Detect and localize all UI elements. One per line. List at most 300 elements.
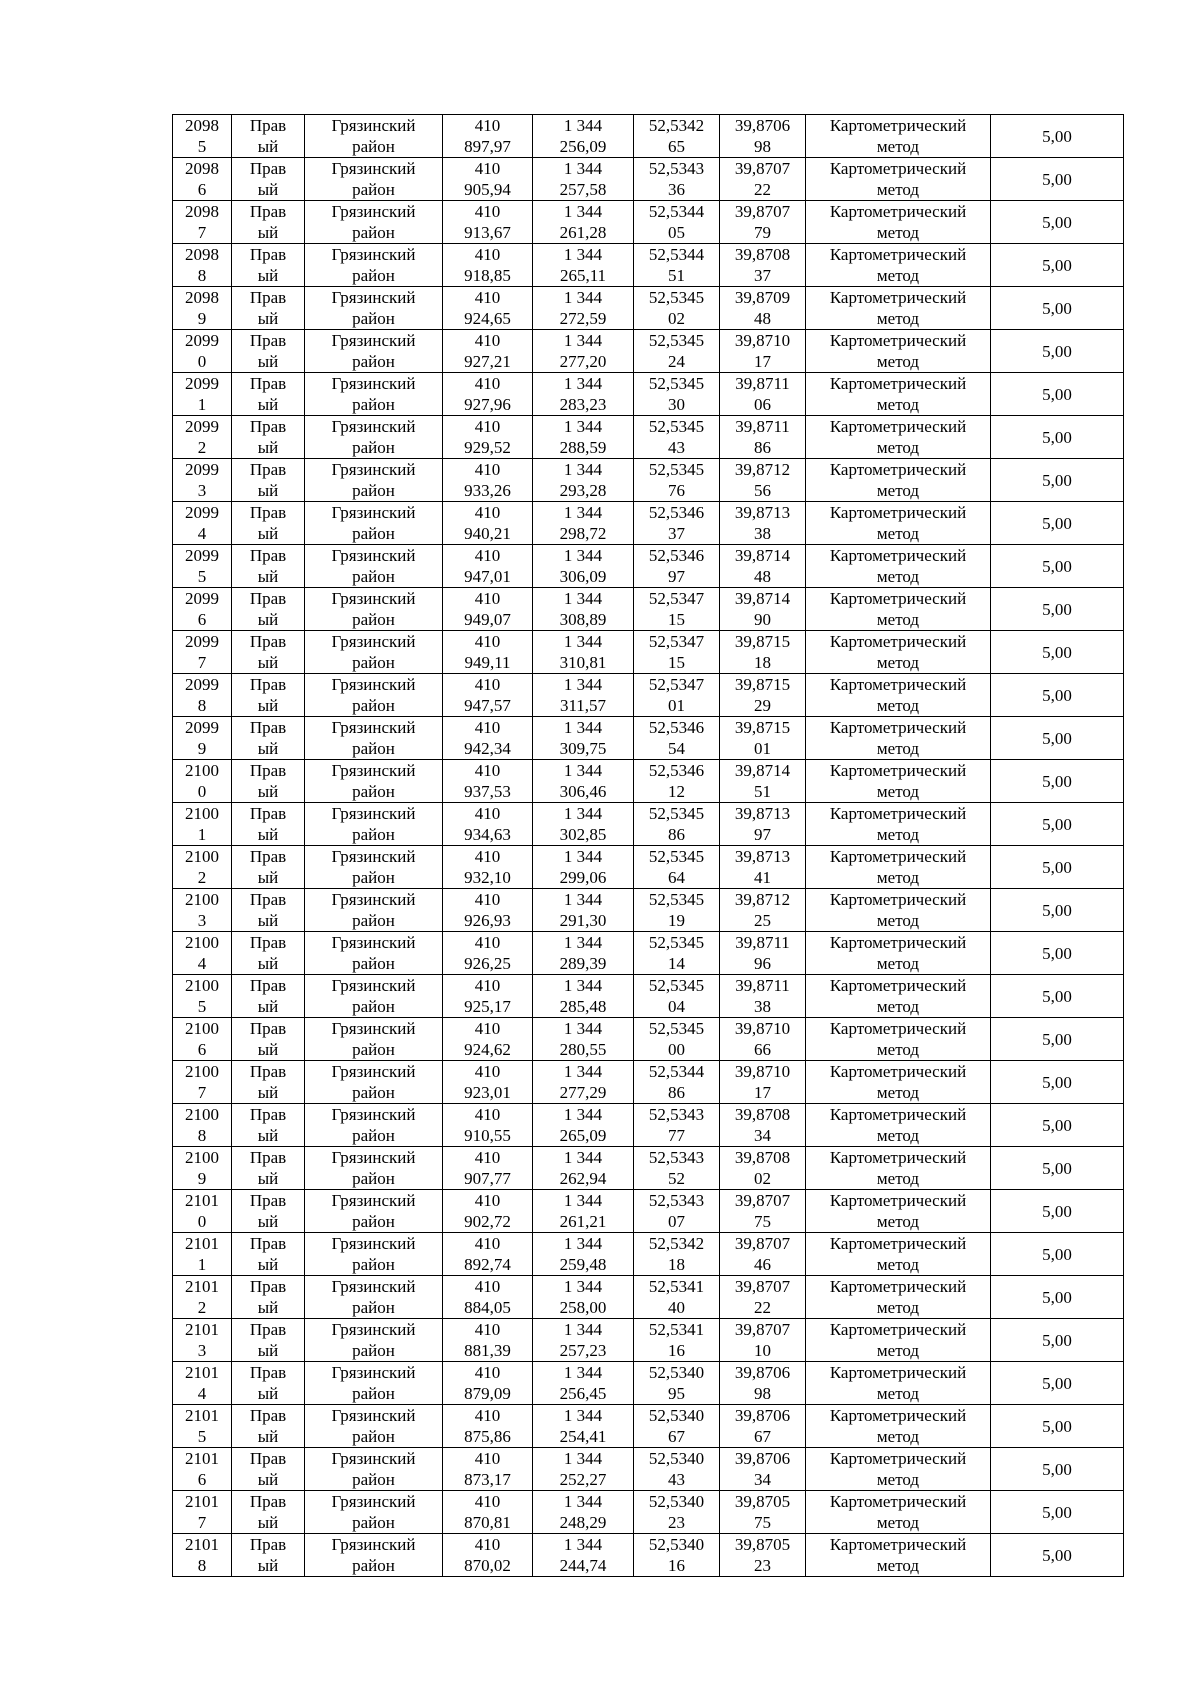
latitude-cell-line: 43 xyxy=(668,1470,685,1489)
y-coordinate-cell-line: 306,46 xyxy=(559,782,607,801)
y-coordinate-cell-line: 306,09 xyxy=(559,567,607,586)
bank-side-cell-line: ый xyxy=(257,911,279,930)
longitude-cell-line: 01 xyxy=(754,739,771,758)
x-coordinate-cell xyxy=(443,717,533,760)
bank-side-cell-line: Прав xyxy=(249,460,287,479)
method-cell xyxy=(806,846,991,889)
x-coordinate-cell-line: 410 xyxy=(474,116,501,135)
bank-side-cell xyxy=(232,803,305,846)
y-coordinate-cell-line: 283,23 xyxy=(559,395,607,414)
latitude-cell-line: 52,5347 xyxy=(648,675,705,694)
accuracy-cell: 5,00 xyxy=(991,545,1124,588)
bank-side-cell-line: ый xyxy=(257,524,279,543)
y-coordinate-cell xyxy=(533,244,634,287)
district-cell-line: Грязинский xyxy=(331,1363,416,1382)
longitude-cell-line: 39,8713 xyxy=(734,503,791,522)
latitude-cell-line: 52,5347 xyxy=(648,589,705,608)
bank-side-cell-line: Прав xyxy=(249,374,287,393)
bank-side-cell-line: ый xyxy=(257,997,279,1016)
x-coordinate-cell xyxy=(443,1147,533,1190)
latitude-cell-line: 52,5344 xyxy=(648,1062,705,1081)
latitude-cell-line: 07 xyxy=(668,1212,685,1231)
bank-side-cell-line: Прав xyxy=(249,804,287,823)
district-cell-line: Грязинский xyxy=(331,1320,416,1339)
bank-side-cell-line: Прав xyxy=(249,417,287,436)
method-cell-line: Картометрический xyxy=(829,632,967,651)
method-cell xyxy=(806,1233,991,1276)
x-coordinate-cell-line: 410 xyxy=(474,1449,501,1468)
latitude-cell-line: 52,5340 xyxy=(648,1449,705,1468)
bank-side-cell xyxy=(232,1276,305,1319)
x-coordinate-cell-line: 940,21 xyxy=(464,524,511,543)
bank-side-cell xyxy=(232,674,305,717)
x-coordinate-cell-line: 410 xyxy=(474,1148,501,1167)
y-coordinate-cell xyxy=(533,717,634,760)
x-coordinate-cell-line: 410 xyxy=(474,1535,501,1554)
latitude-cell-line: 52,5340 xyxy=(648,1535,705,1554)
y-coordinate-cell-line: 285,48 xyxy=(559,997,607,1016)
latitude-cell-line: 52,5342 xyxy=(648,1234,705,1253)
accuracy-cell: 5,00 xyxy=(991,1448,1124,1491)
longitude-cell xyxy=(720,1061,806,1104)
longitude-cell xyxy=(720,1448,806,1491)
x-coordinate-cell-line: 410 xyxy=(474,374,501,393)
x-coordinate-cell xyxy=(443,1534,533,1577)
district-cell-line: район xyxy=(352,1384,395,1403)
method-cell-line: Картометрический xyxy=(829,374,967,393)
bank-side-cell-line: ый xyxy=(257,1556,279,1575)
bank-side-cell-line: ый xyxy=(257,223,279,242)
longitude-cell xyxy=(720,631,806,674)
y-coordinate-cell xyxy=(533,1319,634,1362)
district-cell-line: Грязинский xyxy=(331,116,416,135)
y-coordinate-cell xyxy=(533,459,634,502)
district-cell-line: район xyxy=(352,438,395,457)
y-coordinate-cell-line: 261,21 xyxy=(559,1212,607,1231)
method-cell xyxy=(806,760,991,803)
longitude-cell-line: 48 xyxy=(754,567,771,586)
x-coordinate-cell xyxy=(443,244,533,287)
district-cell-line: Грязинский xyxy=(331,546,416,565)
longitude-cell-line: 39,8714 xyxy=(734,761,791,780)
district-cell-line: район xyxy=(352,567,395,586)
method-cell-line: метод xyxy=(876,438,920,457)
x-coordinate-cell xyxy=(443,1061,533,1104)
point-number-cell-line: 2100 xyxy=(185,1019,219,1038)
method-cell-line: Картометрический xyxy=(829,976,967,995)
method-cell-line: Картометрический xyxy=(829,245,967,264)
x-coordinate-cell xyxy=(443,330,533,373)
bank-side-cell-line: Прав xyxy=(249,1320,287,1339)
method-cell-line: метод xyxy=(876,653,920,672)
longitude-cell xyxy=(720,1405,806,1448)
method-cell-line: Картометрический xyxy=(829,718,967,737)
method-cell-line: Картометрический xyxy=(829,761,967,780)
district-cell-line: Грязинский xyxy=(331,847,416,866)
point-number-cell-line: 2101 xyxy=(185,1320,219,1339)
point-number-cell-line: 4 xyxy=(197,524,207,543)
longitude-cell-line: 56 xyxy=(754,481,771,500)
longitude-cell xyxy=(720,115,806,158)
y-coordinate-cell xyxy=(533,1233,634,1276)
point-number-cell-line: 2098 xyxy=(185,159,219,178)
district-cell xyxy=(305,115,443,158)
x-coordinate-cell xyxy=(443,631,533,674)
y-coordinate-cell xyxy=(533,502,634,545)
longitude-cell-line: 98 xyxy=(754,1384,771,1403)
bank-side-cell xyxy=(232,588,305,631)
method-cell xyxy=(806,330,991,373)
bank-side-cell-line: Прав xyxy=(249,675,287,694)
latitude-cell xyxy=(634,287,720,330)
longitude-cell xyxy=(720,846,806,889)
method-cell-line: Картометрический xyxy=(829,1406,967,1425)
point-number-cell xyxy=(173,760,232,803)
method-cell-line: Картометрический xyxy=(829,460,967,479)
y-coordinate-cell xyxy=(533,545,634,588)
latitude-cell-line: 52,5345 xyxy=(648,288,705,307)
bank-side-cell-line: ый xyxy=(257,1126,279,1145)
y-coordinate-cell-line: 308,89 xyxy=(559,610,607,629)
district-cell xyxy=(305,416,443,459)
bank-side-cell-line: ый xyxy=(257,1083,279,1102)
latitude-cell-line: 95 xyxy=(668,1384,685,1403)
method-cell-line: метод xyxy=(876,1298,920,1317)
table-row xyxy=(173,889,1124,932)
y-coordinate-cell xyxy=(533,1534,634,1577)
latitude-cell xyxy=(634,975,720,1018)
district-cell xyxy=(305,674,443,717)
latitude-cell-line: 05 xyxy=(668,223,685,242)
method-cell-line: метод xyxy=(876,868,920,887)
x-coordinate-cell-line: 410 xyxy=(474,718,501,737)
point-number-cell xyxy=(173,1276,232,1319)
bank-side-cell-line: ый xyxy=(257,1298,279,1317)
point-number-cell-line: 2101 xyxy=(185,1492,219,1511)
x-coordinate-cell-line: 410 xyxy=(474,1363,501,1382)
y-coordinate-cell-line: 1 344 xyxy=(563,761,603,780)
longitude-cell-line: 39,8710 xyxy=(734,331,791,350)
table-row xyxy=(173,1491,1124,1534)
method-cell-line: Картометрический xyxy=(829,933,967,952)
bank-side-cell-line: Прав xyxy=(249,288,287,307)
bank-side-cell-line: Прав xyxy=(249,1406,287,1425)
x-coordinate-cell-line: 892,74 xyxy=(464,1255,511,1274)
bank-side-cell-line: Прав xyxy=(249,1363,287,1382)
bank-side-cell-line: Прав xyxy=(249,1492,287,1511)
district-cell xyxy=(305,201,443,244)
district-cell xyxy=(305,717,443,760)
bank-side-cell-line: ый xyxy=(257,266,279,285)
district-cell-line: Грязинский xyxy=(331,288,416,307)
bank-side-cell-line: ый xyxy=(257,1040,279,1059)
y-coordinate-cell xyxy=(533,330,634,373)
district-cell-line: район xyxy=(352,1556,395,1575)
y-coordinate-cell-line: 1 344 xyxy=(563,331,603,350)
district-cell xyxy=(305,631,443,674)
bank-side-cell-line: ый xyxy=(257,1470,279,1489)
point-number-cell-line: 7 xyxy=(197,1083,207,1102)
x-coordinate-cell-line: 410 xyxy=(474,1492,501,1511)
accuracy-cell: 5,00 xyxy=(991,1491,1124,1534)
bank-side-cell xyxy=(232,1362,305,1405)
x-coordinate-cell xyxy=(443,1491,533,1534)
longitude-cell-line: 39,8710 xyxy=(734,1062,791,1081)
longitude-cell-line: 39,8707 xyxy=(734,159,791,178)
bank-side-cell xyxy=(232,1018,305,1061)
point-number-cell-line: 2100 xyxy=(185,1105,219,1124)
x-coordinate-cell xyxy=(443,545,533,588)
bank-side-cell-line: Прав xyxy=(249,718,287,737)
bank-side-cell-line: ый xyxy=(257,481,279,500)
method-cell-line: метод xyxy=(876,1470,920,1489)
latitude-cell xyxy=(634,803,720,846)
accuracy-cell: 5,00 xyxy=(991,1061,1124,1104)
latitude-cell-line: 52,5343 xyxy=(648,1148,705,1167)
y-coordinate-cell-line: 1 344 xyxy=(563,1234,603,1253)
y-coordinate-cell-line: 1 344 xyxy=(563,632,603,651)
y-coordinate-cell-line: 1 344 xyxy=(563,1363,603,1382)
district-cell-line: район xyxy=(352,352,395,371)
y-coordinate-cell xyxy=(533,1491,634,1534)
y-coordinate-cell-line: 265,11 xyxy=(559,266,607,285)
longitude-cell xyxy=(720,416,806,459)
latitude-cell xyxy=(634,201,720,244)
method-cell xyxy=(806,1362,991,1405)
point-number-cell xyxy=(173,846,232,889)
x-coordinate-cell-line: 410 xyxy=(474,1406,501,1425)
y-coordinate-cell-line: 298,72 xyxy=(559,524,607,543)
method-cell-line: Картометрический xyxy=(829,1363,967,1382)
longitude-cell xyxy=(720,588,806,631)
bank-side-cell-line: Прав xyxy=(249,761,287,780)
method-cell xyxy=(806,1405,991,1448)
method-cell-line: метод xyxy=(876,1212,920,1231)
method-cell-line: метод xyxy=(876,1341,920,1360)
point-number-cell xyxy=(173,717,232,760)
table-row xyxy=(173,1319,1124,1362)
y-coordinate-cell-line: 289,39 xyxy=(559,954,607,973)
x-coordinate-cell-line: 947,57 xyxy=(464,696,511,715)
x-coordinate-cell-line: 410 xyxy=(474,159,501,178)
district-cell-line: район xyxy=(352,1513,395,1532)
bank-side-cell-line: Прав xyxy=(249,202,287,221)
longitude-cell xyxy=(720,975,806,1018)
district-cell xyxy=(305,373,443,416)
y-coordinate-cell-line: 1 344 xyxy=(563,804,603,823)
district-cell xyxy=(305,1104,443,1147)
x-coordinate-cell xyxy=(443,1448,533,1491)
x-coordinate-cell-line: 410 xyxy=(474,675,501,694)
bank-side-cell-line: ый xyxy=(257,1427,279,1446)
accuracy-cell: 5,00 xyxy=(991,502,1124,545)
latitude-cell-line: 52,5340 xyxy=(648,1492,705,1511)
bank-side-cell xyxy=(232,459,305,502)
point-number-cell-line: 2099 xyxy=(185,718,219,737)
method-cell-line: Картометрический xyxy=(829,1449,967,1468)
y-coordinate-cell-line: 1 344 xyxy=(563,847,603,866)
longitude-cell xyxy=(720,158,806,201)
y-coordinate-cell xyxy=(533,975,634,1018)
latitude-cell-line: 18 xyxy=(668,1255,685,1274)
point-number-cell xyxy=(173,1018,232,1061)
point-number-cell xyxy=(173,1190,232,1233)
bank-side-cell-line: ый xyxy=(257,610,279,629)
longitude-cell-line: 39,8706 xyxy=(734,1406,791,1425)
accuracy-cell: 5,00 xyxy=(991,459,1124,502)
bank-side-cell-line: ый xyxy=(257,1212,279,1231)
method-cell xyxy=(806,932,991,975)
longitude-cell-line: 39,8708 xyxy=(734,245,791,264)
y-coordinate-cell-line: 1 344 xyxy=(563,159,603,178)
district-cell-line: район xyxy=(352,481,395,500)
y-coordinate-cell-line: 257,23 xyxy=(559,1341,607,1360)
bank-side-cell-line: Прав xyxy=(249,159,287,178)
y-coordinate-cell-line: 1 344 xyxy=(563,202,603,221)
method-cell xyxy=(806,201,991,244)
point-number-cell-line: 2099 xyxy=(185,546,219,565)
latitude-cell-line: 43 xyxy=(668,438,685,457)
y-coordinate-cell-line: 1 344 xyxy=(563,1277,603,1296)
longitude-cell xyxy=(720,1233,806,1276)
latitude-cell-line: 02 xyxy=(668,309,685,328)
latitude-cell-line: 37 xyxy=(668,524,685,543)
method-cell-line: Картометрический xyxy=(829,1148,967,1167)
method-cell-line: метод xyxy=(876,1083,920,1102)
bank-side-cell-line: Прав xyxy=(249,847,287,866)
point-number-cell-line: 2 xyxy=(197,1298,207,1317)
method-cell-line: Картометрический xyxy=(829,1234,967,1253)
district-cell-line: район xyxy=(352,1212,395,1231)
latitude-cell xyxy=(634,631,720,674)
latitude-cell-line: 52,5345 xyxy=(648,976,705,995)
longitude-cell-line: 34 xyxy=(754,1470,771,1489)
method-cell xyxy=(806,1104,991,1147)
point-number-cell-line: 5 xyxy=(197,137,207,156)
district-cell-line: район xyxy=(352,395,395,414)
point-number-cell-line: 3 xyxy=(197,1341,207,1360)
point-number-cell-line: 2101 xyxy=(185,1535,219,1554)
y-coordinate-cell-line: 256,09 xyxy=(559,137,607,156)
method-cell-line: Картометрический xyxy=(829,675,967,694)
latitude-cell-line: 52,5345 xyxy=(648,933,705,952)
longitude-cell-line: 39,8715 xyxy=(734,632,791,651)
longitude-cell-line: 75 xyxy=(754,1513,771,1532)
latitude-cell-line: 52,5340 xyxy=(648,1363,705,1382)
method-cell-line: метод xyxy=(876,1126,920,1145)
bank-side-cell xyxy=(232,373,305,416)
y-coordinate-cell-line: 1 344 xyxy=(563,718,603,737)
accuracy-cell: 5,00 xyxy=(991,1233,1124,1276)
y-coordinate-cell-line: 1 344 xyxy=(563,1062,603,1081)
district-cell-line: Грязинский xyxy=(331,976,416,995)
y-coordinate-cell-line: 1 344 xyxy=(563,374,603,393)
point-number-cell xyxy=(173,1491,232,1534)
longitude-cell xyxy=(720,674,806,717)
y-coordinate-cell-line: 1 344 xyxy=(563,503,603,522)
point-number-cell xyxy=(173,416,232,459)
y-coordinate-cell-line: 277,20 xyxy=(559,352,607,371)
district-cell-line: район xyxy=(352,1470,395,1489)
point-number-cell xyxy=(173,1362,232,1405)
x-coordinate-cell xyxy=(443,115,533,158)
district-cell-line: Грязинский xyxy=(331,1191,416,1210)
district-cell-line: район xyxy=(352,954,395,973)
latitude-cell-line: 16 xyxy=(668,1341,685,1360)
district-cell-line: район xyxy=(352,1427,395,1446)
y-coordinate-cell xyxy=(533,760,634,803)
latitude-cell-line: 52,5343 xyxy=(648,1105,705,1124)
latitude-cell xyxy=(634,1448,720,1491)
longitude-cell xyxy=(720,1147,806,1190)
district-cell xyxy=(305,932,443,975)
bank-side-cell xyxy=(232,1448,305,1491)
x-coordinate-cell-line: 870,02 xyxy=(464,1556,511,1575)
longitude-cell-line: 79 xyxy=(754,223,771,242)
longitude-cell-line: 41 xyxy=(754,868,771,887)
latitude-cell xyxy=(634,846,720,889)
bank-side-cell-line: Прав xyxy=(249,503,287,522)
x-coordinate-cell-line: 926,93 xyxy=(464,911,511,930)
bank-side-cell xyxy=(232,287,305,330)
table-row xyxy=(173,545,1124,588)
bank-side-cell xyxy=(232,1491,305,1534)
longitude-cell-line: 39,8707 xyxy=(734,202,791,221)
y-coordinate-cell xyxy=(533,932,634,975)
bank-side-cell-line: Прав xyxy=(249,1234,287,1253)
point-number-cell-line: 2099 xyxy=(185,503,219,522)
point-number-cell-line: 9 xyxy=(197,1169,207,1188)
y-coordinate-cell xyxy=(533,1018,634,1061)
table-row xyxy=(173,1233,1124,1276)
y-coordinate-cell-line: 248,29 xyxy=(559,1513,607,1532)
accuracy-cell: 5,00 xyxy=(991,373,1124,416)
bank-side-cell xyxy=(232,932,305,975)
method-cell-line: Картометрический xyxy=(829,288,967,307)
longitude-cell-line: 48 xyxy=(754,309,771,328)
x-coordinate-cell-line: 910,55 xyxy=(464,1126,511,1145)
x-coordinate-cell-line: 410 xyxy=(474,976,501,995)
bank-side-cell xyxy=(232,631,305,674)
latitude-cell-line: 52,5345 xyxy=(648,460,705,479)
point-number-cell-line: 2098 xyxy=(185,288,219,307)
longitude-cell-line: 39,8714 xyxy=(734,546,791,565)
longitude-cell-line: 22 xyxy=(754,1298,771,1317)
district-cell-line: Грязинский xyxy=(331,675,416,694)
district-cell xyxy=(305,459,443,502)
bank-side-cell xyxy=(232,1233,305,1276)
district-cell-line: Грязинский xyxy=(331,374,416,393)
table-row xyxy=(173,502,1124,545)
latitude-cell-line: 24 xyxy=(668,352,685,371)
point-number-cell xyxy=(173,545,232,588)
bank-side-cell xyxy=(232,201,305,244)
point-number-cell xyxy=(173,373,232,416)
y-coordinate-cell xyxy=(533,158,634,201)
point-number-cell-line: 0 xyxy=(197,782,207,801)
district-cell xyxy=(305,330,443,373)
longitude-cell xyxy=(720,932,806,975)
latitude-cell xyxy=(634,1491,720,1534)
method-cell xyxy=(806,1491,991,1534)
district-cell xyxy=(305,1534,443,1577)
x-coordinate-cell-line: 410 xyxy=(474,202,501,221)
district-cell xyxy=(305,588,443,631)
method-cell-line: метод xyxy=(876,309,920,328)
accuracy-cell: 5,00 xyxy=(991,1018,1124,1061)
longitude-cell-line: 38 xyxy=(754,524,771,543)
longitude-cell-line: 39,8712 xyxy=(734,460,791,479)
